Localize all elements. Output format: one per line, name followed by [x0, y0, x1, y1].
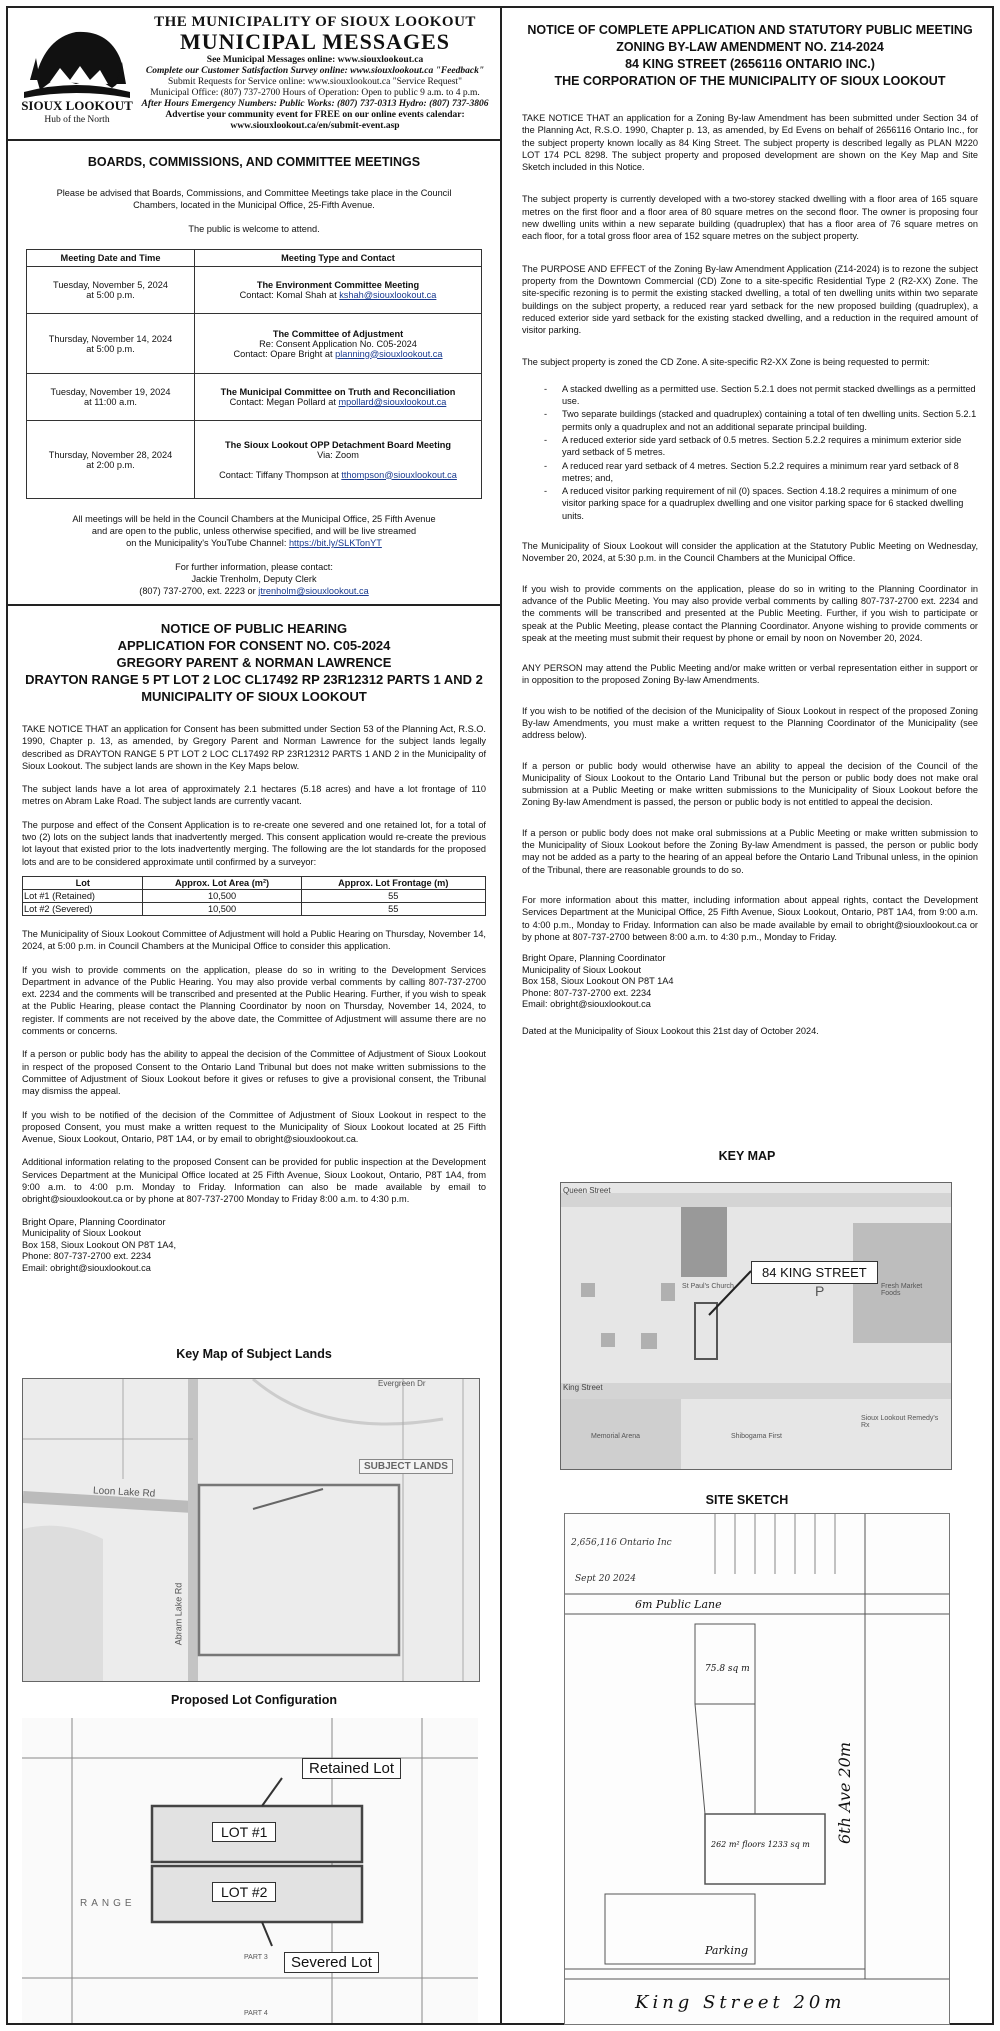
meeting-type: The Municipal Committee on Truth and Reconciliation Contact: Megan Pollard at mpollard@siouxlookout.ca: [195, 374, 482, 421]
part4-label: PART 4: [244, 2010, 268, 2017]
youtube-link[interactable]: https://bit.ly/SLKTonYT: [288, 538, 382, 548]
logo-name: SIOUX LOOKOUT: [21, 98, 133, 113]
hearing-paragraph: The subject lands have a lot area of approximately 2.1 hectares (5.18 acres) and have a lot frontage of 110 metres on Abram Lake Road. The subject lands are currently vacant.: [22, 784, 486, 807]
meeting-date: Tuesday, November 5, 2024 at 5:00 p.m.: [27, 267, 195, 314]
list-item: - A reduced visitor parking requirement of nil (0) spaces. Section 4.18.2 requires a minimum of one visitor parking space for a quadruplex dwelling and one visitor parking space for 6 stacked dwelling units.: [544, 486, 964, 521]
email-link[interactable]: jtrenholm@siouxlookout.ca: [258, 586, 369, 596]
part3-label: PART 3: [244, 1954, 268, 1961]
zoning-paragraph: The PURPOSE AND EFFECT of the Zoning By-law Amendment Application (Z14-2024) is to rezone the subject property from the Downtown Commercial (CD) Zone to a site-specific Residential Type 2 (R2-XX) Zone. The site-specific rezoning is to permit the existing stacked dwelling, a total of ten dwelling units within two separate buildings on the subject property, a reduced rear yard setback for the new proposed building (quadruplex), a reduced exterior side yard setback for the existing stacked dwelling, and a reduction in the required amount of visitor parking.: [522, 263, 978, 336]
zoning-dated: Dated at the Municipality of Sioux Lookout this 21st day of October 2024.: [522, 1025, 819, 1036]
meeting-type: The Sioux Lookout OPP Detachment Board Meeting Via: Zoom Contact: Tiffany Thompson at tthompson@siouxlookout.ca: [195, 421, 482, 499]
masthead-line: www.siouxlookout.ca/en/submit-event.asp: [230, 121, 400, 131]
hearing-paragraph: The Municipality of Sioux Lookout Committee of Adjustment will hold a Public Hearing on Thursday, November 14, 2024, at 5:00 p.m. in Council Chambers at the Municipal Office to consider this application.: [22, 928, 486, 952]
boards-footer: All meetings will be held in the Council Chambers at the Municipal Office, 25 Fifth Avenue and are open to the public, unless otherwise specified, and will be live streamed on the Municipality's YouTube Channel: https://bit.ly/SLKTonYT For further information, please contact: Jackie Trenholm, Deputy Clerk (807) 737-2700, ext. 2223 or jtrenholm@siouxlookout.ca: [72, 514, 436, 596]
masthead-line: Advertise your community event for FREE on our online events calendar:: [165, 110, 465, 120]
masthead-line: After Hours Emergency Numbers: Public Works: (807) 737-0313 Hydro: (807) 737-3806: [141, 99, 489, 109]
meeting-date: Thursday, November 28, 2024 at 2:00 p.m.: [27, 421, 195, 499]
email-link[interactable]: tthompson@siouxlookout.ca: [341, 469, 457, 480]
zoning-permits-list: [522, 383, 978, 522]
sixth-ave-label: 6th Ave 20m: [835, 1741, 854, 1844]
zoning-paragraph: If you wish to be notified of the decision of the Municipality of Sioux Lookout in respect of the proposed Zoning By-law Amendments, you must make a written request to the Planning Coordinator of the Municipality (see address below).: [522, 705, 978, 741]
meetings-table: [26, 249, 482, 499]
table-header: Meeting Date and Time: [27, 250, 195, 267]
table-row: [27, 374, 482, 421]
lot-config-title: Proposed Lot Configuration: [171, 1693, 337, 1707]
range-label: RANGE: [80, 1898, 136, 1909]
email-link[interactable]: mpollard@siouxlookout.ca: [338, 397, 447, 407]
site-sketch-title: SITE SKETCH: [705, 1493, 789, 1507]
area-label-2: 262 m² floors 1233 sq m: [711, 1840, 810, 1849]
masthead-line: Submit Requests for Service online: www.siouxlookout.ca "Service Request": [168, 77, 462, 87]
king-street-label: King Street: [563, 1383, 603, 1392]
masthead-line: Municipal Office: (807) 737-2700 Hours of Operation: Open to public 9 a.m. to 4 p.m.: [150, 88, 480, 98]
zoning-paragraph: TAKE NOTICE THAT an application for a Zoning By-law Amendment has been submitted under Section 34 of the Planning Act, R.S.O. 1990, Chapter p. 13, as amended, by Ed Evens on behalf of 2656116 Ontario Inc., for the subject property known locally as 84 King Street. The subject property is described legally as PLAN M220 LOT 174 PCL 8298. The subject property and proposed development are shown on the Key Map and Site Sketch included in this Notice.: [522, 113, 978, 173]
severed-lot-label: Severed Lot: [284, 1952, 379, 1973]
table-row: [27, 314, 482, 374]
hearing-section: [8, 606, 500, 1274]
boards-intro: Please be advised that Boards, Commissions, and Committee Meetings take place in the Council Chambers, located in the Municipal Office, 25-Fifth Avenue.: [56, 188, 452, 210]
king-street-20m-label: King Street 20m: [635, 1992, 846, 2013]
hearing-title: NOTICE OF PUBLIC HEARING APPLICATION FOR CONSENT NO. C05-2024 GREGORY PARENT & NORMAN LAWRENCE DRAYTON RANGE 5 PT LOT 2 LOC CL17492 RP 23R12312 PARTS 1 AND 2 MUNICIPALITY OF SIOUX LOOKOUT: [25, 621, 483, 704]
list-item: - A reduced exterior side yard setback of 0.5 metres. Section 5.2.2 requires a minimum exterior side yard setback of 5 metres.: [544, 434, 962, 458]
king-street-callout: 84 KING STREET: [751, 1261, 878, 1284]
remedys-label: Sioux Lookout Remedy's Rx: [861, 1415, 939, 1429]
list-item: - A stacked dwelling as a permitted use. Section 5.2.1 does not permit stacked dwellings as a permitted use.: [544, 383, 976, 407]
email-link[interactable]: planning@siouxlookout.ca: [335, 348, 443, 359]
hearing-paragraph: Additional information relating to the proposed Consent can be provided for public inspection at the Development Services Department at the Municipal Office located at 25 Fifth Avenue, Sioux Lookout, Ontario, P8T 1A4, from 9:00 a.m. to 4:00 p.m. Monday to Friday. Information can also be made available by email to obright@siouxlookout.ca or by phone at 807-737-2700 Monday to Friday 8:00 a.m. to 4:30 p.m.: [22, 1157, 486, 1205]
masthead-line: See Municipal Messages online: www.siouxlookout.ca: [206, 55, 424, 65]
shibogama-label: Shibogama First: [731, 1433, 782, 1440]
meeting-type: The Committee of Adjustment Re: Consent Application No. C05-2024 Contact: Opare Bright at planning@siouxlookout.ca: [195, 314, 482, 374]
site-sketch: [564, 1513, 950, 2025]
sketch-date: Sept 20 2024: [575, 1574, 636, 1584]
zoning-paragraph: The subject property is currently developed with a two-storey stacked dwelling with a floor area of 165 square metres on the first floor and a floor area of 80 square metres on the second floor. The owner is proposing four new dwelling units within a new separate building (quadruplex) that has a floor area of 76 square metres on each floor, for a total gross floor area of 152 square metres on the subject property.: [522, 194, 978, 242]
email-link[interactable]: kshah@siouxlookout.ca: [339, 290, 437, 300]
queen-street-label: Queen Street: [563, 1186, 611, 1195]
lot1-label: LOT #1: [212, 1822, 276, 1842]
king-street-key-map: [560, 1182, 952, 1470]
parking-label: P: [815, 1283, 825, 1299]
hearing-paragraph: If you wish to provide comments on the application, please do so in writing to the Development Services Department in advance of the Public Hearing. You may also provide verbal comments by calling 807-737-2700 ext. 2234 and the comments will be transcribed and presented at the Public Hearing. Further, if you wish to speak at the Public Hearing, please contact the Planning Coordinator by noon on Thursday, November 14, 2024, to register. If comments are not received by the above date, the Committee of Adjustment will assume there are no comments or concerns.: [22, 964, 486, 1037]
subject-lands-map: [22, 1378, 480, 1682]
masthead-title-2: MUNICIPAL MESSAGES: [179, 29, 451, 54]
zoning-paragraph: ANY PERSON may attend the Public Meeting and/or make written or verbal representation either in support or in opposition to the proposed Zoning By-law Amendments.: [522, 663, 978, 686]
lot2-label: LOT #2: [212, 1882, 276, 1902]
zoning-paragraph: If a person or public body does not make oral submissions at a Public Meeting or make written submission to the Municipality of Sioux Lookout before the Zoning By-law Amendment is passed, the person or public body may not be added as a party to the hearing of an appeal before the Ontario Land Tribunal unless, in the opinion of the Tribunal, there are reasonable grounds to do so.: [522, 827, 978, 875]
sioux-lookout-logo: [16, 18, 138, 133]
zoning-paragraph: For more information about this matter, including information about appeal rights, contact the Development Services Department at the Municipal Office, 25 Fifth Avenue, Sioux Lookout, Ontario, P8T 1A4, from 9:00 a.m. to 4:00 p.m., Monday to Friday. Information can also be made available by email to obright@siouxlookout.ca or by phone at 807-737-2700 between 8:00 a.m. to 4:30 p.m., Monday to Friday.: [522, 894, 978, 942]
boards-section: [8, 141, 500, 606]
public-lane-label: 6m Public Lane: [635, 1598, 722, 1611]
table-header-row: [27, 250, 482, 267]
zoning-paragraph: The Municipality of Sioux Lookout will consider the application at the Statutory Public Meeting on Wednesday, November 20, 2024, at 5:30 p.m. in the Council Chambers at the Municipal Office.: [522, 541, 978, 564]
page-frame: [6, 6, 994, 2025]
zoning-paragraph: If you wish to provide comments on the application, please do so in writing to the Planning Coordinator in advance of the Public Meeting. You may also provide verbal comments by calling 807-737-2700 ext. 2234 and the comments will be transcribed and presented at the Public Meeting. Further, if you wish to participate or speak at the Public Meeting, please contact the Planning Coordinator. Anyone wishing to provide comments or speak at the meeting must submit their request by phone or email by noon on November 20, 2024.: [522, 583, 978, 643]
hearing-paragraph: The purpose and effect of the Consent Application is to re-create one severed and one retained lot, for a total of two (2) lots on the subject lands that inadvertently merged. This consent application would re-create the previous lot layout that existed prior to the lots inadvertently merging. The following are the lot standards for the proposed lots and are to be considered approximate until confirmed by a surveyor:: [22, 819, 486, 867]
loon-lake-road-label: Loon Lake Rd: [92, 1485, 156, 1500]
masthead: [8, 8, 500, 141]
zoning-title: NOTICE OF COMPLETE APPLICATION AND STATUTORY PUBLIC MEETING ZONING BY-LAW AMENDMENT NO. Z14-2024 84 KING STREET (2656116 ONTARIO INC.) THE CORPORATION OF THE MUNICIPALITY OF SIOUX LOOKOUT: [527, 23, 973, 88]
hearing-paragraph: TAKE NOTICE THAT an application for Consent has been submitted under Section 53 of the Planning Act, R.S.O. 1990, Chapter p. 13, as amended, by Gregory Parent and Norman Lawrence for the subject lands legally described as DRAYTON RANGE 5 PT LOT 2 LOC CL17492 RP 23R12312 PARTS 1 AND 2 in the Municipality of Sioux Lookout. The subject lands are shown in the Key Maps below.: [22, 724, 486, 771]
meeting-date: Thursday, November 14, 2024 at 5:00 p.m.: [27, 314, 195, 374]
table-header: Meeting Type and Contact: [195, 250, 482, 267]
evergreen-dr-label: Evergreen Dr: [378, 1379, 426, 1388]
masthead-line: Complete our Customer Satisfaction Survey online: www.siouxlookout.ca "Feedback": [145, 66, 485, 76]
right-column: [502, 8, 992, 1037]
meeting-type: The Environment Committee Meeting Contact: Komal Shah at kshah@siouxlookout.ca: [195, 267, 482, 314]
left-column: [8, 8, 500, 2017]
parking-label: Parking: [705, 1944, 749, 1957]
owner-note: 2,656,116 Ontario Inc: [571, 1538, 672, 1548]
boards-title: BOARDS, COMMISSIONS, AND COMMITTEE MEETINGS: [87, 155, 421, 169]
keymap-title: Key Map of Subject Lands: [176, 1347, 332, 1361]
zoning-paragraph: The subject property is zoned the CD Zone. A site-specific R2-XX Zone is being requested to permit:: [522, 357, 930, 368]
table-row: [27, 267, 482, 314]
hearing-paragraph: If a person or public body has the ability to appeal the decision of the Committee of Adjustment of Sioux Lookout in respect of the proposed Consent to the Ontario Land Tribunal but does not make written submissions to the Committee of Adjustment of Sioux Lookout before it gives or refuses to give a provisional consent, the Tribunal may dismiss the appeal.: [22, 1049, 486, 1097]
masthead-text: [140, 14, 490, 132]
lot-table: Lot Approx. Lot Area (m²) Approx. Lot Frontage (m) Lot #1 (Retained) 10,500 55 Lot #2 (Severed) 10,500 55: [22, 876, 486, 916]
hearing-signature: Bright Opare, Planning Coordinator Municipality of Sioux Lookout Box 158, Sioux Lookout ON P8T 1A4, Phone: 807-737-2700 ext. 2234 Email: obright@siouxlookout.ca: [22, 1216, 177, 1273]
logo-tagline: Hub of the North: [44, 115, 110, 125]
church-label: St Paul's Church: [682, 1283, 734, 1290]
area-label-1: 75.8 sq m: [705, 1664, 750, 1674]
list-item: - Two separate buildings (stacked and quadruplex) containing a total of ten dwelling units. Section 5.2.1 permits only a quadruplex and not an additional separate principal building.: [544, 409, 977, 432]
key-map-title: KEY MAP: [718, 1149, 776, 1163]
market-label: Fresh Market Foods: [881, 1283, 923, 1297]
table-row: [27, 421, 482, 499]
zoning-paragraph: If a person or public body would otherwise have an ability to appeal the decision of the Council of the Municipality of Sioux Lookout to the Ontario Land Tribunal but the person or public body does not make oral submission at a Public Meeting or make written submissions to the Municipality of Sioux Lookout before the Zoning By-law Amendment is passed, the person or public body is not entitled to appeal the decision.: [522, 760, 978, 808]
subject-lands-label: SUBJECT LANDS: [359, 1459, 453, 1474]
retained-lot-label: Retained Lot: [302, 1758, 401, 1779]
list-item: - A reduced rear yard setback of 4 metres. Section 5.2.2 requires a minimum rear yard setback of 8 metres; and,: [544, 460, 959, 483]
lot-configuration-sketch: [22, 1718, 478, 2023]
zoning-signature: Bright Opare, Planning Coordinator Municipality of Sioux Lookout Box 158, Sioux Lookout ON P8T 1A4 Phone: 807-737-2700 ext. 2234 Email: obright@siouxlookout.ca: [522, 953, 674, 1010]
abram-lake-road-label: Abram Lake Rd: [173, 1582, 184, 1646]
memorial-arena-label: Memorial Arena: [591, 1433, 641, 1440]
boards-welcome: The public is welcome to attend.: [188, 224, 320, 234]
hearing-paragraph: If you wish to be notified of the decision of the Committee of Adjustment of Sioux Lookout in respect to the proposed Consent, you must make a written request to the Municipality of Sioux Lookout located at 25 Fifth Avenue, Sioux Lookout, Ontario, P8T 1A4, or by email to obright@siouxlookout.ca.: [22, 1109, 486, 1145]
meeting-date: Tuesday, November 19, 2024 at 11:00 a.m.: [27, 374, 195, 421]
masthead-title-1: THE MUNICIPALITY OF SIOUX LOOKOUT: [154, 14, 476, 30]
